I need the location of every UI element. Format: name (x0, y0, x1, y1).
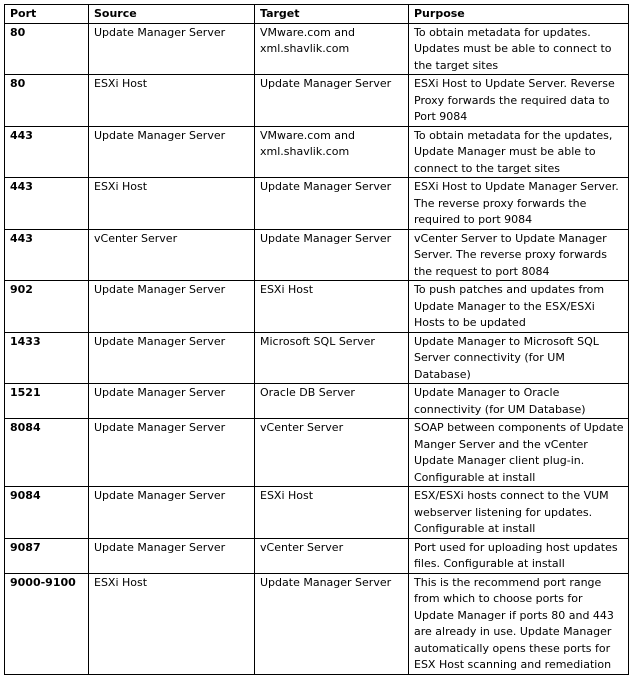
cell-port: 443 (5, 178, 89, 230)
table-row (5, 384, 629, 419)
cell-port: 80 (5, 75, 89, 127)
cell-purpose: Update Manager to Microsoft SQL Server connectivity (for UM Database) (409, 332, 629, 384)
cell-target: ESXi Host (255, 281, 409, 333)
cell-port: 80 (5, 23, 89, 75)
table-row (5, 126, 629, 178)
cell-source: ESXi Host (89, 178, 255, 230)
cell-source: Update Manager Server (89, 126, 255, 178)
header-row (5, 5, 629, 24)
header-source: Source (89, 5, 255, 24)
cell-port: 1433 (5, 332, 89, 384)
table-row (5, 178, 629, 230)
table-row (5, 573, 629, 674)
cell-source: Update Manager Server (89, 487, 255, 539)
cell-port: 9087 (5, 538, 89, 573)
table-row (5, 487, 629, 539)
header-target: Target (255, 5, 409, 24)
table-row (5, 23, 629, 75)
table-row (5, 538, 629, 573)
cell-target: vCenter Server (255, 419, 409, 487)
cell-purpose: Port used for uploading host updates files. Configurable at install (409, 538, 629, 573)
cell-source: Update Manager Server (89, 281, 255, 333)
cell-source: Update Manager Server (89, 419, 255, 487)
table-row (5, 229, 629, 281)
cell-purpose: To obtain metadata for updates. Updates must be able to connect to the target sites (409, 23, 629, 75)
cell-port: 9084 (5, 487, 89, 539)
cell-purpose: To push patches and updates from Update Manager to the ESX/ESXi Hosts to be updated (409, 281, 629, 333)
cell-target: VMware.com and xml.shavlik.com (255, 23, 409, 75)
cell-target: Oracle DB Server (255, 384, 409, 419)
cell-port: 9000-9100 (5, 573, 89, 674)
cell-purpose: vCenter Server to Update Manager Server. The reverse proxy forwards the request to port 8084 (409, 229, 629, 281)
cell-source: ESXi Host (89, 75, 255, 127)
cell-purpose: ESXi Host to Update Manager Server. The reverse proxy forwards the required to port 9084 (409, 178, 629, 230)
cell-port: 443 (5, 126, 89, 178)
cell-purpose: SOAP between components of Update Manger Server and the vCenter Update Manager client plug-in. Configurable at install (409, 419, 629, 487)
table-row (5, 332, 629, 384)
cell-source: Update Manager Server (89, 332, 255, 384)
cell-target: Update Manager Server (255, 229, 409, 281)
cell-source: vCenter Server (89, 229, 255, 281)
cell-target: Update Manager Server (255, 573, 409, 674)
cell-port: 1521 (5, 384, 89, 419)
header-port: Port (5, 5, 89, 24)
cell-purpose: This is the recommend port range from which to choose ports for Update Manager if ports 80 and 443 are already in use. Update Manager automatically opens these ports for ESX Host scanning and remediation (409, 573, 629, 674)
table-row (5, 281, 629, 333)
cell-purpose: Update Manager to Oracle connectivity (for UM Database) (409, 384, 629, 419)
cell-port: 443 (5, 229, 89, 281)
cell-target: vCenter Server (255, 538, 409, 573)
table-row (5, 419, 629, 487)
cell-source: ESXi Host (89, 573, 255, 674)
cell-port: 902 (5, 281, 89, 333)
cell-source: Update Manager Server (89, 384, 255, 419)
cell-target: VMware.com and xml.shavlik.com (255, 126, 409, 178)
cell-port: 8084 (5, 419, 89, 487)
cell-purpose: To obtain metadata for the updates, Update Manager must be able to connect to the target sites (409, 126, 629, 178)
cell-target: ESXi Host (255, 487, 409, 539)
cell-target: Update Manager Server (255, 75, 409, 127)
table-row (5, 75, 629, 127)
header-purpose: Purpose (409, 5, 629, 24)
cell-purpose: ESX/ESXi hosts connect to the VUM webserver listening for updates. Configurable at install (409, 487, 629, 539)
cell-target: Microsoft SQL Server (255, 332, 409, 384)
cell-source: Update Manager Server (89, 23, 255, 75)
ports-table (4, 4, 629, 675)
cell-source: Update Manager Server (89, 538, 255, 573)
cell-target: Update Manager Server (255, 178, 409, 230)
cell-purpose: ESXi Host to Update Server. Reverse Proxy forwards the required data to Port 9084 (409, 75, 629, 127)
